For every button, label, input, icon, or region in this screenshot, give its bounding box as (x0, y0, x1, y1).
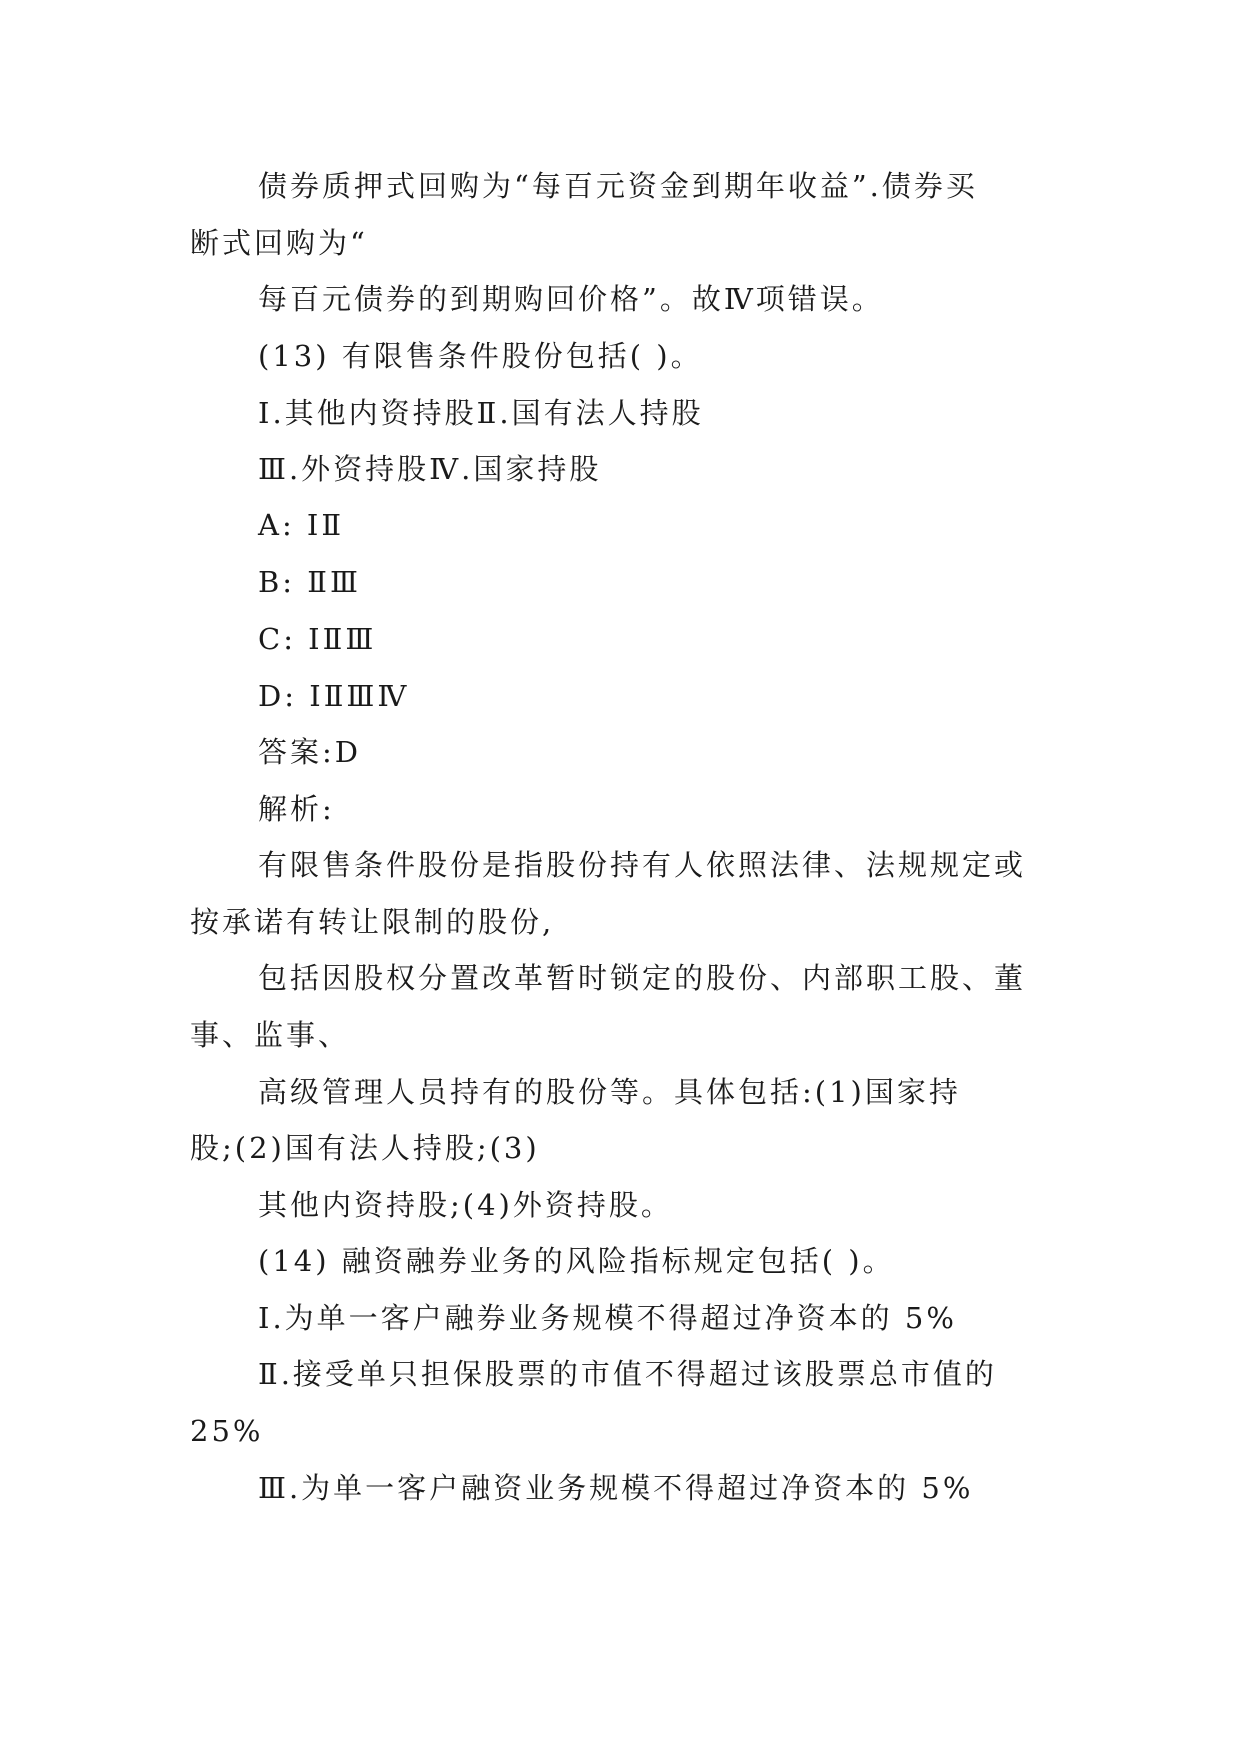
choice-b: B: ⅡⅢ (258, 565, 361, 599)
text-line: 债券质押式回购为“每百元资金到期年收益”.债券买 (258, 169, 978, 203)
text-line: 其他内资持股;(4)外资持股。 (258, 1188, 673, 1222)
analysis-heading: 解析: (258, 792, 335, 826)
option-item: Ⅰ.为单一客户融券业务规模不得超过净资本的 5% (258, 1301, 957, 1335)
text-line: 25% (190, 1414, 264, 1448)
text-line: 有限售条件股份是指股份持有人依照法律、法规规定或 (258, 848, 1027, 882)
choice-c: C: ⅠⅡⅢ (258, 622, 377, 656)
answer-line: 答案:D (258, 735, 362, 769)
option-item: Ⅱ.接受单只担保股票的市值不得超过该股票总市值的 (258, 1357, 997, 1391)
text-line: 高级管理人员持有的股份等。具体包括:(1)国家持 (258, 1075, 961, 1109)
choice-d: D: ⅠⅡⅢⅣ (258, 679, 410, 713)
text-line: 按承诺有转让限制的股份, (190, 905, 555, 939)
question-14-stem: (14) 融资融券业务的风险指标规定包括( )。 (258, 1244, 895, 1278)
text-line: 断式回购为“ (190, 226, 368, 260)
option-item: Ⅲ.为单一客户融资业务规模不得超过净资本的 5% (258, 1471, 974, 1505)
option-item: Ⅲ.外资持股Ⅳ.国家持股 (258, 452, 602, 486)
text-line: 股;(2)国有法人持股;(3) (190, 1131, 540, 1165)
question-13-stem: (13) 有限售条件股份包括( )。 (258, 339, 703, 373)
text-line: 每百元债券的到期购回价格”。故Ⅳ项错误。 (258, 282, 884, 316)
text-line: 事、监事、 (190, 1018, 351, 1052)
choice-a: A: ⅠⅡ (258, 508, 345, 542)
option-item: Ⅰ.其他内资持股Ⅱ.国有法人持股 (258, 396, 704, 430)
text-line: 包括因股权分置改革暂时锁定的股份、内部职工股、董 (258, 961, 1027, 995)
